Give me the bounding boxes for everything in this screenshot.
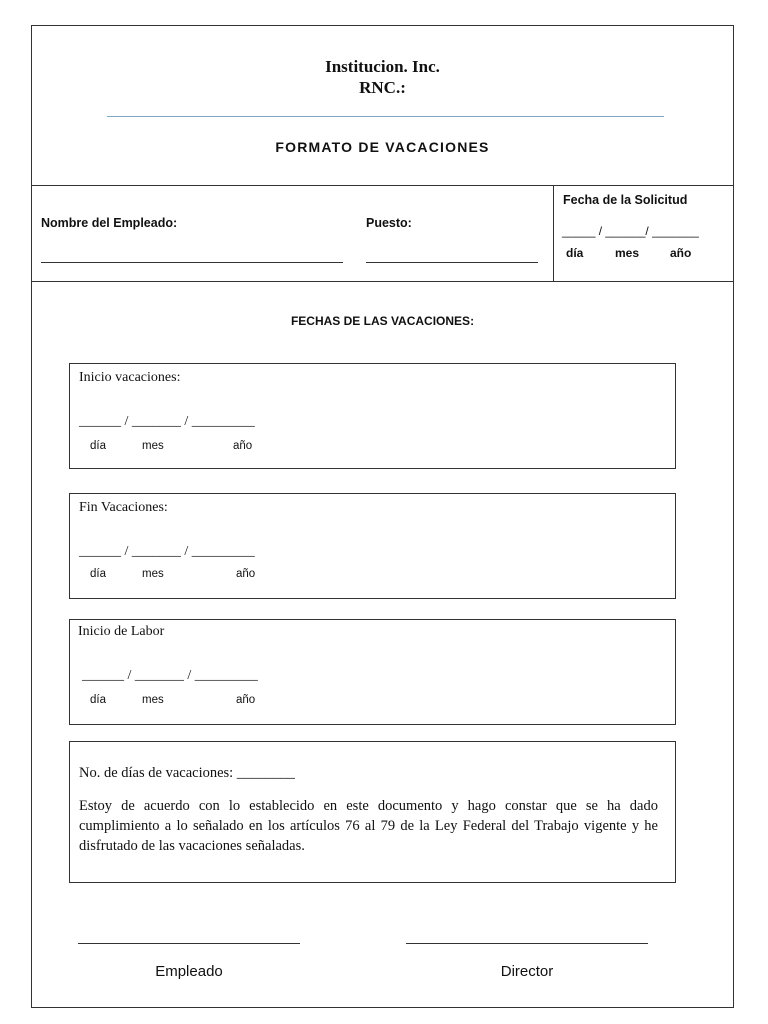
director-signature-line[interactable] [406, 943, 648, 944]
work-return-month-label: mes [142, 694, 164, 706]
vacation-start-title: Inicio vacaciones: [79, 370, 181, 385]
director-signature-label: Director [500, 963, 554, 980]
request-month-label: mes [615, 246, 640, 260]
agreement-statement: Estoy de acuerdo con lo establecido en este documento y hago constar que se ha dado cumplimiento a lo señalado en los artículos 76 al 79 de la Ley Federal del Trabajo vigente y he disfrutado de las vacaciones señaladas. [79, 798, 658, 854]
work-return-title: Inicio de Labor [78, 624, 165, 639]
agreement-box [69, 741, 676, 883]
request-year-label: año [670, 246, 692, 260]
work-return-year-label: año [236, 694, 256, 706]
vacation-end-title: Fin Vacaciones: [79, 500, 168, 515]
vacation-dates-title: FECHAS DE LAS VACACIONES: [290, 314, 475, 328]
vacation-end-date-field[interactable]: ______ / _______ / _________ [79, 544, 255, 559]
vacation-end-day-label: día [90, 568, 106, 580]
vacation-start-day-label: día [90, 440, 106, 452]
request-date-divider [553, 185, 554, 281]
work-return-day-label: día [90, 694, 106, 706]
vacation-days-field[interactable]: No. de días de vacaciones: ________ [79, 765, 295, 781]
vacation-end-month-label: mes [142, 568, 164, 580]
header-divider [107, 116, 664, 117]
vacation-start-date-field[interactable]: ______ / _______ / _________ [79, 414, 255, 429]
work-return-date-field[interactable]: ______ / _______ / _________ [82, 668, 258, 683]
position-label: Puesto: [366, 216, 412, 230]
position-field[interactable] [366, 262, 538, 263]
rnc-label: RNC.: [359, 78, 406, 97]
vacation-start-box [69, 363, 676, 469]
institution-name: Institucion. Inc. [325, 57, 440, 76]
request-date-label: Fecha de la Solicitud [563, 193, 688, 207]
form-title: FORMATO DE VACACIONES [275, 139, 490, 155]
vacation-end-year-label: año [236, 568, 256, 580]
employee-signature-label: Empleado [155, 963, 223, 980]
employee-row-bottom-border [32, 281, 733, 282]
vacation-start-month-label: mes [142, 440, 164, 452]
employee-name-field[interactable] [41, 262, 343, 263]
request-day-label: día [566, 246, 584, 260]
vacation-start-year-label: año [233, 440, 253, 452]
header-bottom-border [32, 185, 733, 186]
work-return-box [69, 619, 676, 725]
request-date-field[interactable]: _____ / ______/ _______ [562, 224, 699, 238]
employee-name-label: Nombre del Empleado: [41, 216, 178, 230]
vacation-end-box [69, 493, 676, 599]
employee-signature-line[interactable] [78, 943, 300, 944]
vacation-form-page [31, 25, 734, 1008]
